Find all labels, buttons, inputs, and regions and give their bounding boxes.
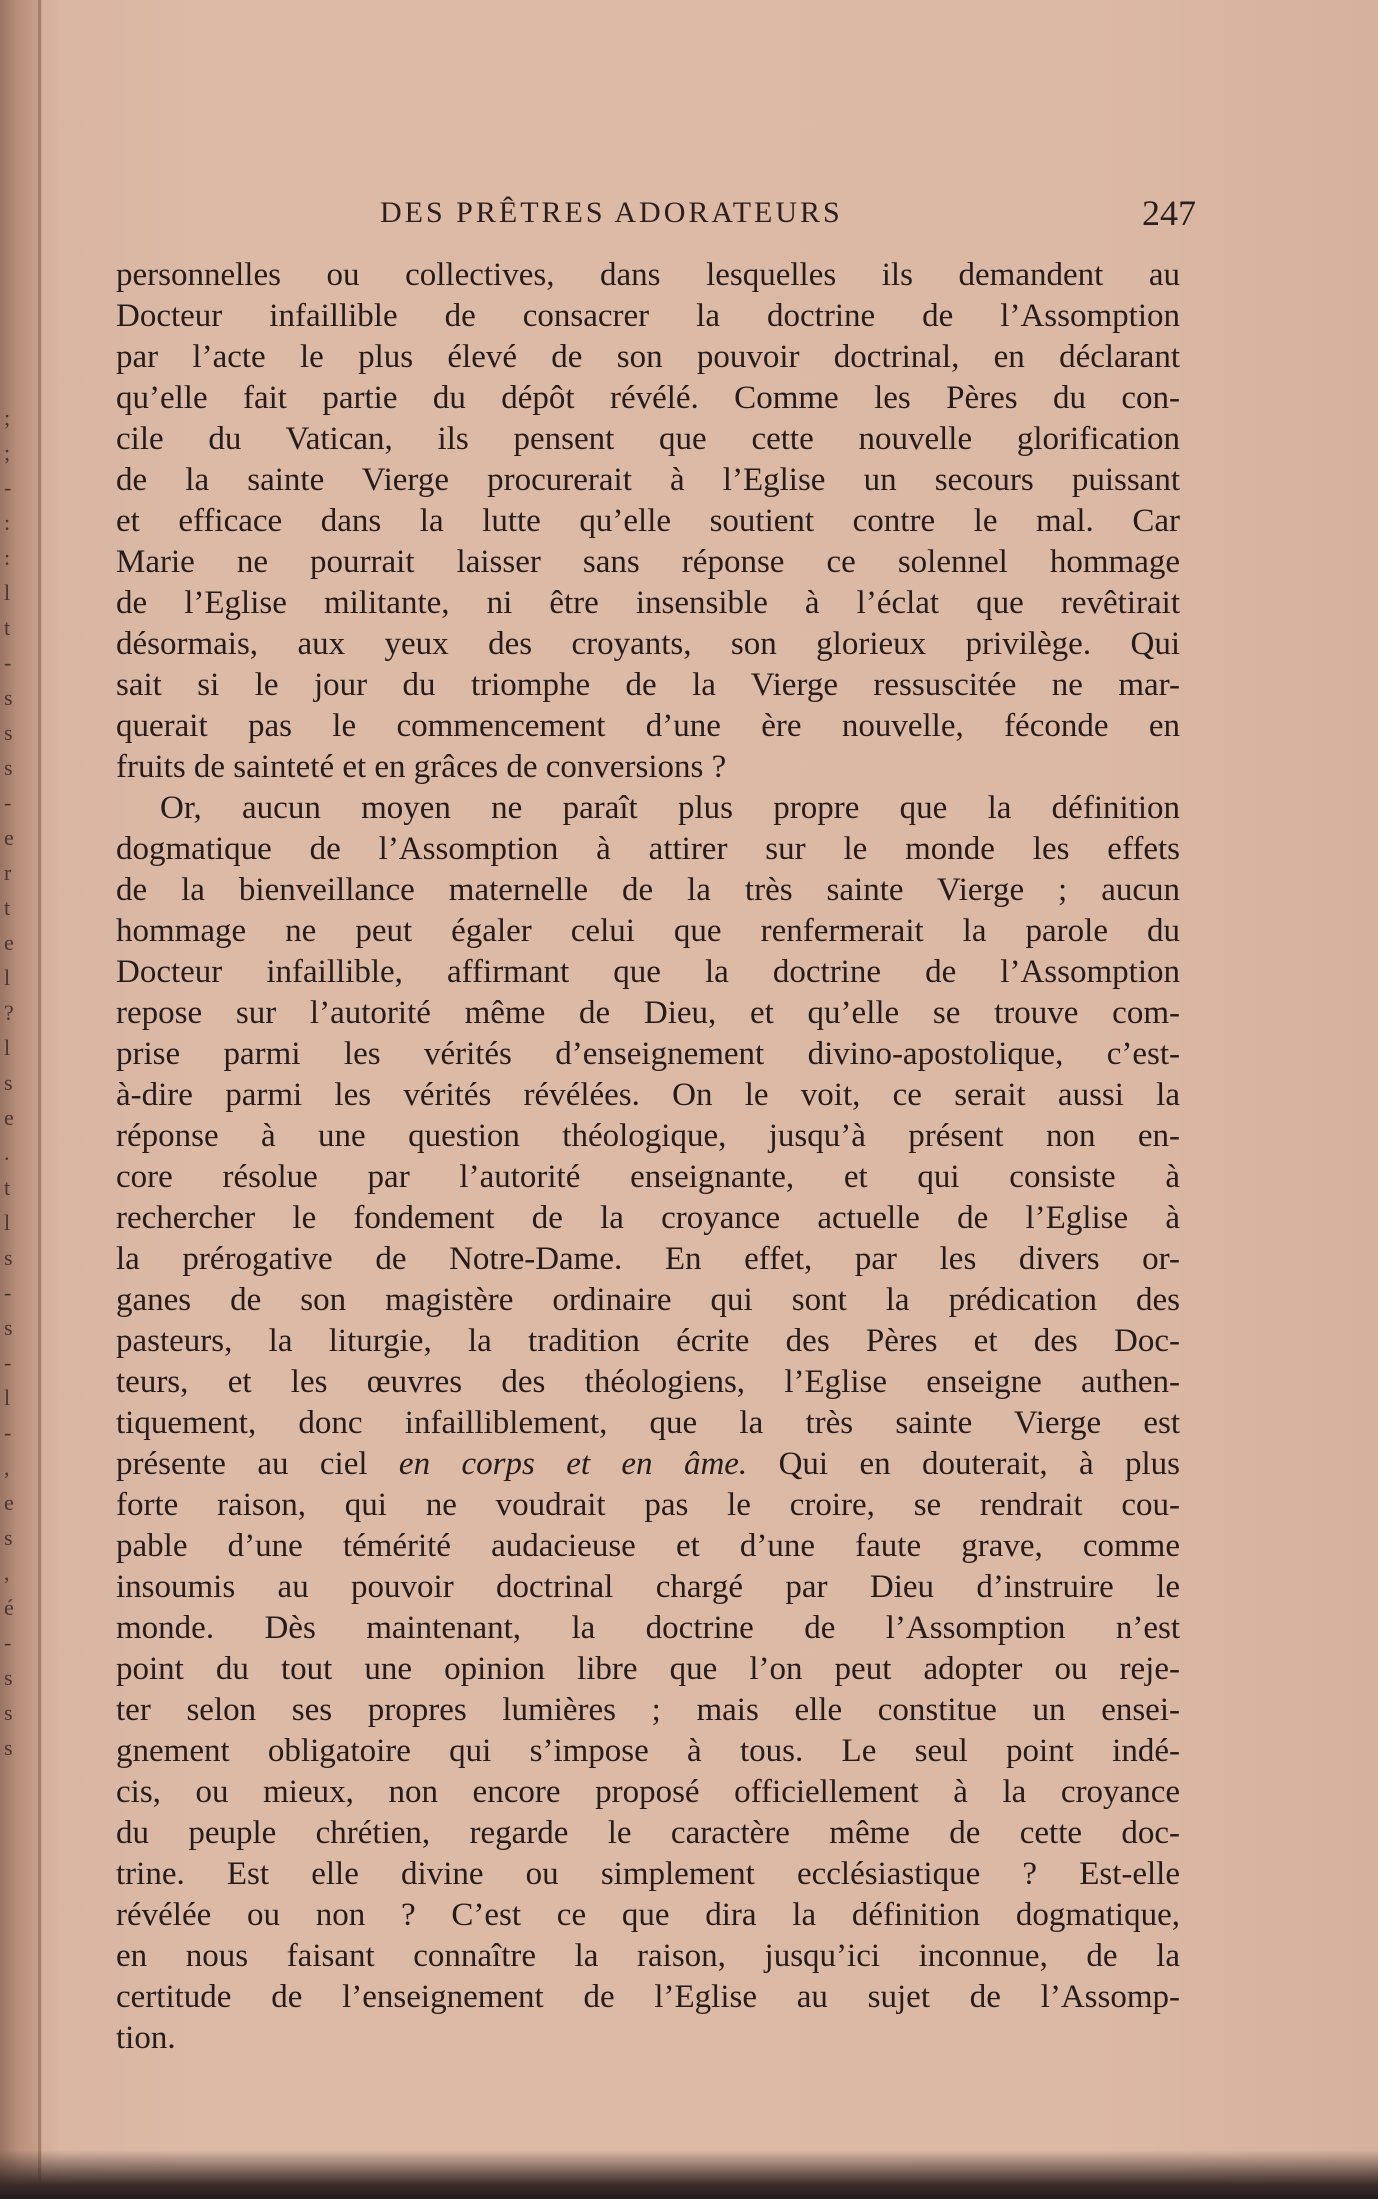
- text-line: par l’acte le plus élevé de son pouvoir doctrinal, en déclarant: [116, 339, 1180, 375]
- bottom-shadow: [0, 2150, 1378, 2199]
- text-line: [116, 1444, 1180, 1485]
- text-line: prise parmi les vérités d’enseignement divino-apostolique, c’est-: [116, 1036, 1180, 1072]
- margin-mark: e: [4, 1105, 14, 1130]
- margin-mark: e: [4, 1490, 14, 1515]
- text-line: cis, ou mieux, non encore proposé officiellement à la croyance: [116, 1774, 1180, 1810]
- text-line: qu’elle fait partie du dépôt révélé. Comme les Pères du con-: [116, 380, 1180, 416]
- margin-mark: l: [4, 580, 11, 605]
- text-line: Or, aucun moyen ne paraît plus propre que la définition: [160, 790, 1180, 826]
- text-line: insoumis au pouvoir doctrinal chargé par Dieu d’instruire le: [116, 1569, 1180, 1605]
- margin-mark: :: [4, 545, 11, 570]
- text-line: tiquement, donc infailliblement, que la très sainte Vierge est: [116, 1405, 1180, 1441]
- margin-mark: -: [4, 650, 12, 675]
- margin-mark: ;: [4, 440, 11, 465]
- margin-mark: t: [4, 615, 11, 640]
- text-line: ganes de son magistère ordinaire qui sont la prédication des: [116, 1282, 1180, 1318]
- margin-mark: :: [4, 510, 11, 535]
- margin-mark: ?: [4, 1000, 14, 1025]
- text-line: désormais, aux yeux des croyants, son glorieux privilège. Qui: [116, 626, 1180, 662]
- text-line: pasteurs, la liturgie, la tradition écrite des Pères et des Doc-: [116, 1323, 1180, 1359]
- margin-mark: r: [4, 860, 12, 885]
- text-run: présente au ciel: [116, 1446, 399, 1482]
- text-line: révélée ou non ? C’est ce que dira la définition dogmatique,: [116, 1897, 1180, 1933]
- text-line: rechercher le fondement de la croyance actuelle de l’Eglise à: [116, 1200, 1180, 1236]
- margin-mark: ;: [4, 405, 11, 430]
- margin-mark: l: [4, 1385, 11, 1410]
- margin-mark: e: [4, 930, 14, 955]
- margin-mark: s: [4, 755, 13, 780]
- margin-mark: s: [4, 1665, 13, 1690]
- margin-mark: ,: [4, 1560, 10, 1585]
- text-line: en nous faisant connaître la raison, jusqu’ici inconnue, de la: [116, 1938, 1180, 1974]
- margin-mark: .: [4, 1140, 10, 1165]
- text-line: de la sainte Vierge procurerait à l’Eglise un secours puissant: [116, 462, 1180, 498]
- text-line: pable d’une témérité audacieuse et d’une faute grave, comme: [116, 1528, 1180, 1564]
- margin-mark: -: [4, 790, 12, 815]
- margin-mark: l: [4, 1035, 11, 1060]
- text-line: Docteur infaillible, affirmant que la doctrine de l’Assomption: [116, 954, 1180, 990]
- margin-mark: t: [4, 895, 11, 920]
- text-line: Marie ne pourrait laisser sans réponse ce solennel hommage: [116, 544, 1180, 580]
- spine-edge: [38, 0, 41, 2199]
- text-line: et efficace dans la lutte qu’elle soutient contre le mal. Car: [116, 503, 1180, 539]
- text-line: réponse à une question théologique, jusqu’à présent non en-: [116, 1118, 1180, 1154]
- text-line: monde. Dès maintenant, la doctrine de l’Assomption n’est: [116, 1610, 1180, 1646]
- margin-mark: s: [4, 1315, 13, 1340]
- text-line: la prérogative de Notre-Dame. En effet, par les divers or-: [116, 1241, 1180, 1277]
- text-line: repose sur l’autorité même de Dieu, et qu’elle se trouve com-: [116, 995, 1180, 1031]
- margin-mark: e: [4, 825, 14, 850]
- running-title: DES PRÊTRES ADORATEURS: [380, 196, 843, 229]
- text-line: teurs, et les œuvres des théologiens, l’Eglise enseigne authen-: [116, 1364, 1180, 1400]
- text-line: personnelles ou collectives, dans lesquelles ils demandent au: [116, 257, 1180, 293]
- margin-mark: s: [4, 1700, 13, 1725]
- page-number: 247: [1142, 193, 1196, 233]
- text-line: core résolue par l’autorité enseignante, et qui consiste à: [116, 1159, 1180, 1195]
- text-line: forte raison, qui ne voudrait pas le croire, se rendrait cou-: [116, 1487, 1180, 1523]
- text-line: Docteur infaillible de consacrer la doctrine de l’Assomption: [116, 298, 1180, 334]
- margin-mark: s: [4, 685, 13, 710]
- text-line: de l’Eglise militante, ni être insensible à l’éclat que revêtirait: [116, 585, 1180, 621]
- text-line: de la bienveillance maternelle de la très sainte Vierge ; aucun: [116, 872, 1180, 908]
- text-line: ter selon ses propres lumières ; mais elle constitue un ensei-: [116, 1692, 1180, 1728]
- margin-mark: l: [4, 965, 11, 990]
- text-line: hommage ne peut égaler celui que renfermerait la parole du: [116, 913, 1180, 949]
- text-line: querait pas le commencement d’une ère nouvelle, féconde en: [116, 708, 1180, 744]
- text-run: Qui en douterait, à plus: [747, 1446, 1181, 1482]
- margin-mark: é: [4, 1595, 14, 1620]
- text-line: dogmatique de l’Assomption à attirer sur le monde les effets: [116, 831, 1180, 867]
- margin-mark: -: [4, 1420, 12, 1445]
- margin-mark: -: [4, 1350, 12, 1375]
- margin-mark: s: [4, 720, 13, 745]
- italic-phrase: en corps et en âme.: [398, 1446, 748, 1482]
- margin-mark: l: [4, 1210, 11, 1235]
- text-line: trine. Est elle divine ou simplement ecclésiastique ? Est-elle: [116, 1856, 1180, 1892]
- margin-mark: -: [4, 1280, 12, 1305]
- text-line: point du tout une opinion libre que l’on peut adopter ou reje-: [116, 1651, 1180, 1687]
- text-line: fruits de sainteté et en grâces de conversions ?: [116, 749, 727, 785]
- text-line: sait si le jour du triomphe de la Vierge ressuscitée ne mar-: [116, 667, 1180, 703]
- text-line: certitude de l’enseignement de l’Eglise au sujet de l’Assomp-: [116, 1979, 1180, 2015]
- margin-mark: -: [4, 1630, 12, 1655]
- margin-mark: -: [4, 475, 12, 500]
- body-text: [116, 255, 1180, 2059]
- text-line: à-dire parmi les vérités révélées. On le voit, ce serait aussi la: [116, 1077, 1180, 1113]
- margin-mark: t: [4, 1175, 11, 1200]
- text-line: gnement obligatoire qui s’impose à tous. Le seul point indé-: [116, 1733, 1180, 1769]
- text-line: du peuple chrétien, regarde le caractère même de cette doc-: [116, 1815, 1180, 1851]
- facing-page-margin: [4, 400, 20, 2050]
- text-line: tion.: [116, 2020, 176, 2056]
- text-line: cile du Vatican, ils pensent que cette nouvelle glorification: [116, 421, 1180, 457]
- margin-mark: s: [4, 1525, 13, 1550]
- margin-mark: ,: [4, 1455, 10, 1480]
- margin-mark: s: [4, 1735, 13, 1760]
- margin-mark: s: [4, 1070, 13, 1095]
- margin-mark: s: [4, 1245, 13, 1270]
